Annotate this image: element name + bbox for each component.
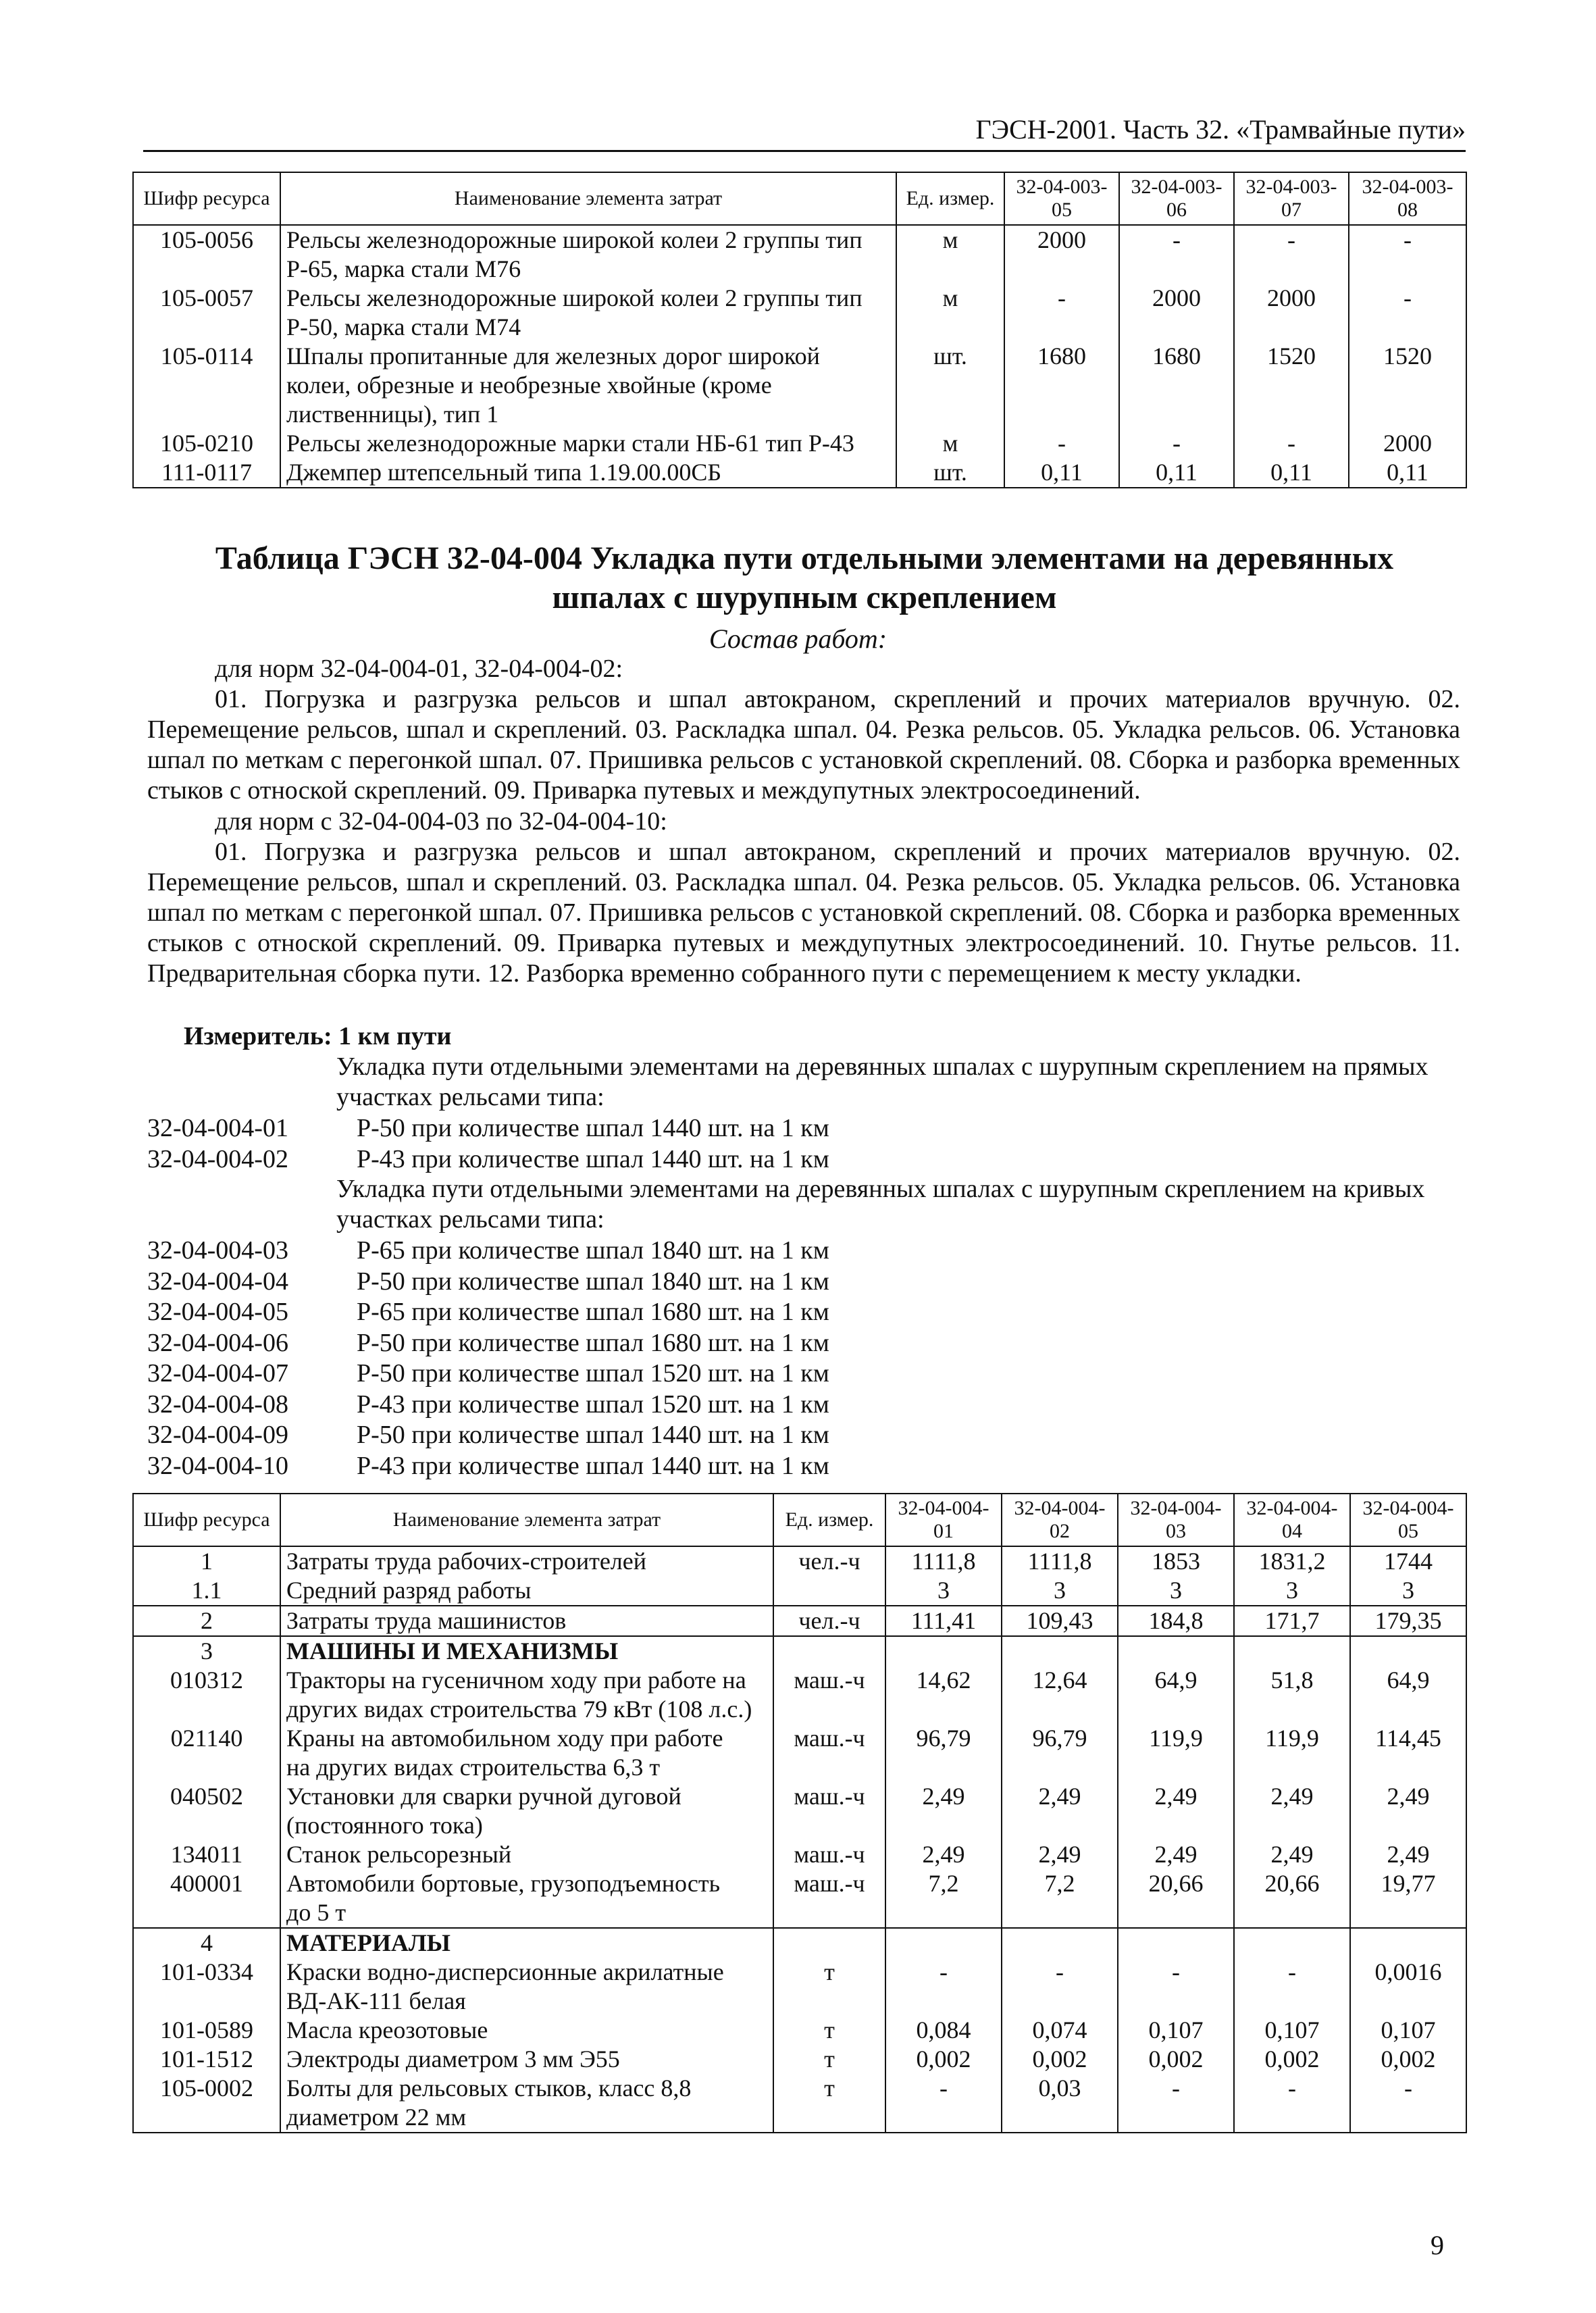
value-cell: 0,074: [1002, 2016, 1118, 2045]
value-cell: 96,79: [1002, 1724, 1118, 1782]
unit: [773, 1636, 885, 1666]
resource-name: Затраты труда рабочих-строителей: [280, 1546, 773, 1576]
norm-item: [147, 1328, 829, 1359]
value-cell: 64,9: [1118, 1666, 1234, 1724]
value-cell: [885, 1636, 1002, 1666]
unit: [773, 1576, 885, 1606]
value-cell: 2000: [1349, 429, 1466, 458]
value-cell: 14,62: [885, 1666, 1002, 1724]
norm-item: [147, 1144, 829, 1175]
resource-code: 040502: [133, 1782, 280, 1840]
unit: м: [896, 284, 1004, 342]
column-header: Ед. измер.: [896, 172, 1004, 225]
norms-b-label: для норм с 32-04-004-03 по 32-04-004-10:: [215, 807, 667, 836]
value-cell: [1002, 1636, 1118, 1666]
resource-name: МАТЕРИАЛЫ: [280, 1928, 773, 1958]
value-cell: 109,43: [1002, 1606, 1118, 1636]
table-row: [133, 1840, 1466, 1869]
norm-description: Р-43 при количестве шпал 1440 шт. на 1 км: [357, 1144, 829, 1173]
norms-b-text: 01. Погрузка и разгрузка рельсов и шпал автокраном, скреплений и прочих материалов вручную. 02. Перемещение рельсов, шпал и скреплений. 03. Раскладка шпал. 04. Резка рельсов. 05. Укладка рельсов. 06. Установка шпал по меткам с перегонкой шпал. 07. Пришивка рельсов с установкой скреплений. 08. Сборка и разборка временных стыков с отноской скреплений. 09. Приварка путевых и междупутных электросоединений. 10. Гнутье рельсов. 11. Предварительная сборка пути. 12. Разборка временно собранного пути с перемещением к месту укладки.: [147, 838, 1460, 988]
value-cell: [1234, 1928, 1350, 1958]
table-title-line-2: шпалах с шурупным скреплением: [552, 580, 1057, 615]
table-row: [133, 1928, 1466, 1958]
value-cell: [1118, 1636, 1234, 1666]
value-cell: 12,64: [1002, 1666, 1118, 1724]
resource-table-004: [132, 1493, 1467, 2133]
resource-name: Болты для рельсовых стыков, класс 8,8 диаметром 22 мм: [280, 2074, 773, 2133]
value-cell: -: [1234, 2074, 1350, 2133]
column-header: 32-04-004-02: [1002, 1494, 1118, 1546]
norm-description: Р-50 при количестве шпал 1680 шт. на 1 км: [357, 1328, 829, 1357]
resource-name: Электроды диаметром 3 мм Э55: [280, 2045, 773, 2074]
table-row: [133, 1546, 1466, 1576]
value-cell: 3: [1350, 1576, 1466, 1606]
value-cell: 2,49: [1350, 1840, 1466, 1869]
table-row: [133, 2016, 1466, 2045]
value-cell: [1234, 1636, 1350, 1666]
value-cell: [1350, 1636, 1466, 1666]
table-row: [133, 1576, 1466, 1606]
table-row: [133, 1724, 1466, 1782]
resource-name: Краски водно-дисперсионные акрилатные ВД-АК-111 белая: [280, 1958, 773, 2016]
table-row: [133, 429, 1466, 458]
curve-section-heading: Укладка пути отдельными элементами на деревянных шпалах с шурупным скреплением на кривых участках рельсами типа:: [336, 1175, 1425, 1234]
value-cell: 2,49: [885, 1782, 1002, 1840]
value-cell: 1744: [1350, 1546, 1466, 1576]
unit: маш.-ч: [773, 1666, 885, 1724]
value-cell: [1118, 1928, 1234, 1958]
unit: маш.-ч: [773, 1869, 885, 1928]
value-cell: -: [1118, 2074, 1234, 2133]
table-row: [133, 342, 1466, 429]
unit: маш.-ч: [773, 1724, 885, 1782]
value-cell: -: [1349, 284, 1466, 342]
norm-code: 32-04-004-05: [147, 1298, 288, 1326]
norm-code: 32-04-004-07: [147, 1359, 288, 1388]
straight-norm-list: [147, 1113, 829, 1175]
resource-name: Рельсы железнодорожные широкой колеи 2 группы тип Р-65, марка стали М76: [280, 225, 896, 284]
resource-code: 101-1512: [133, 2045, 280, 2074]
column-header: Шифр ресурса: [133, 1494, 280, 1546]
table-row: [133, 2074, 1466, 2133]
value-cell: 2,49: [1002, 1782, 1118, 1840]
norm-code: 32-04-004-10: [147, 1451, 288, 1480]
value-cell: 0,11: [1119, 458, 1234, 488]
norm-item: [147, 1420, 829, 1451]
table-row: [133, 1782, 1466, 1840]
resource-code: 3: [133, 1636, 280, 1666]
value-cell: 96,79: [885, 1724, 1002, 1782]
value-cell: 0,002: [885, 2045, 1002, 2074]
resource-name: МАШИНЫ И МЕХАНИЗМЫ: [280, 1636, 773, 1666]
value-cell: 0,002: [1002, 2045, 1118, 2074]
norm-description: Р-50 при количестве шпал 1440 шт. на 1 км: [357, 1421, 829, 1449]
resource-code: 2: [133, 1606, 280, 1636]
resource-code: 105-0002: [133, 2074, 280, 2133]
norm-item: [147, 1297, 829, 1328]
value-cell: 2000: [1004, 225, 1119, 284]
value-cell: 179,35: [1350, 1606, 1466, 1636]
norms-a-text: 01. Погрузка и разгрузка рельсов и шпал автокраном, скреплений и прочих материалов вручную. 02. Перемещение рельсов, шпал и скреплений. 03. Раскладка шпал. 04. Резка рельсов. 05. Укладка рельсов. 06. Установка шпал по меткам с перегонкой шпал. 07. Пришивка рельсов с установкой скреплений. 08. Сборка и разборка временных стыков с отноской скреплений. 09. Приварка путевых и междупутных электросоединений.: [147, 685, 1460, 805]
norm-code: 32-04-004-08: [147, 1390, 288, 1419]
column-header: 32-04-003-05: [1004, 172, 1119, 225]
column-header: 32-04-003-06: [1119, 172, 1234, 225]
value-cell: 3: [1234, 1576, 1350, 1606]
value-cell: 1831,2: [1234, 1546, 1350, 1576]
value-cell: 2,49: [1234, 1840, 1350, 1869]
norm-description: Р-50 при количестве шпал 1440 шт. на 1 км: [357, 1114, 829, 1142]
table-title-line-1: Таблица ГЭСН 32-04-004 Укладка пути отдельными элементами на деревянных: [215, 540, 1394, 576]
value-cell: [1350, 1928, 1466, 1958]
resource-code: 105-0114: [133, 342, 280, 429]
table-row: [133, 1869, 1466, 1928]
value-cell: -: [1119, 225, 1234, 284]
curve-norm-list: [147, 1236, 829, 1481]
resource-name: Джемпер штепсельный типа 1.19.00.00СБ: [280, 458, 896, 488]
resource-code: 101-0334: [133, 1958, 280, 2016]
value-cell: 1680: [1119, 342, 1234, 429]
table-row: [133, 1666, 1466, 1724]
value-cell: 7,2: [1002, 1869, 1118, 1928]
resource-name: Средний разряд работы: [280, 1576, 773, 1606]
norm-code: 32-04-004-04: [147, 1267, 288, 1296]
unit: [773, 1928, 885, 1958]
resource-code: 105-0210: [133, 429, 280, 458]
resource-code: 1.1: [133, 1576, 280, 1606]
value-cell: 51,8: [1234, 1666, 1350, 1724]
resource-name: Рельсы железнодорожные марки стали НБ-61 тип Р-43: [280, 429, 896, 458]
resource-code: 111-0117: [133, 458, 280, 488]
norms-a-label: для норм 32-04-004-01, 32-04-004-02:: [215, 655, 623, 683]
column-header: Наименование элемента затрат: [280, 1494, 773, 1546]
page-number: 9: [1431, 2230, 1444, 2260]
value-cell: 2000: [1119, 284, 1234, 342]
value-cell: 1853: [1118, 1546, 1234, 1576]
value-cell: 3: [885, 1576, 1002, 1606]
value-cell: 2000: [1234, 284, 1349, 342]
value-cell: 119,9: [1118, 1724, 1234, 1782]
resource-name: Шпалы пропитанные для железных дорог широкой колеи, обрезные и необрезные хвойные (кроме лиственницы), тип 1: [280, 342, 896, 429]
value-cell: 0,03: [1002, 2074, 1118, 2133]
value-cell: -: [1002, 1958, 1118, 2016]
value-cell: 0,002: [1350, 2045, 1466, 2074]
value-cell: 1111,8: [885, 1546, 1002, 1576]
resource-name: Станок рельсорезный: [280, 1840, 773, 1869]
column-header: 32-04-004-04: [1234, 1494, 1350, 1546]
value-cell: -: [1004, 284, 1119, 342]
table-title: [143, 539, 1466, 617]
value-cell: 0,0016: [1350, 1958, 1466, 2016]
table-row: [133, 2045, 1466, 2074]
value-cell: -: [1234, 1958, 1350, 2016]
resource-code: 400001: [133, 1869, 280, 1928]
table-row: [133, 225, 1466, 284]
value-cell: 0,11: [1349, 458, 1466, 488]
column-header: 32-04-004-05: [1350, 1494, 1466, 1546]
norm-description: Р-50 при количестве шпал 1840 шт. на 1 км: [357, 1267, 829, 1296]
resource-table-003: [132, 172, 1467, 488]
value-cell: 2,49: [1002, 1840, 1118, 1869]
value-cell: -: [1004, 429, 1119, 458]
column-header: Ед. измер.: [773, 1494, 885, 1546]
column-header: Наименование элемента затрат: [280, 172, 896, 225]
value-cell: 1520: [1234, 342, 1349, 429]
running-header: ГЭСН-2001. Часть 32. «Трамвайные пути»: [143, 113, 1466, 152]
norm-item: [147, 1267, 829, 1298]
value-cell: 0,084: [885, 2016, 1002, 2045]
value-cell: 20,66: [1118, 1869, 1234, 1928]
value-cell: 1520: [1349, 342, 1466, 429]
resource-name: Краны на автомобильном ходу при работе на других видах строительства 6,3 т: [280, 1724, 773, 1782]
norm-item: [147, 1390, 829, 1421]
resource-code: 105-0056: [133, 225, 280, 284]
norm-item: [147, 1451, 829, 1482]
value-cell: -: [885, 1958, 1002, 2016]
resource-code: 101-0589: [133, 2016, 280, 2045]
unit: т: [773, 2045, 885, 2074]
column-header: 32-04-004-03: [1118, 1494, 1234, 1546]
value-cell: 7,2: [885, 1869, 1002, 1928]
value-cell: -: [1234, 225, 1349, 284]
unit: т: [773, 2074, 885, 2133]
table-row: [133, 1606, 1466, 1636]
value-cell: 1111,8: [1002, 1546, 1118, 1576]
value-cell: 114,45: [1350, 1724, 1466, 1782]
unit: м: [896, 429, 1004, 458]
value-cell: 2,49: [1234, 1782, 1350, 1840]
value-cell: 2,49: [1118, 1840, 1234, 1869]
value-cell: 3: [1118, 1576, 1234, 1606]
resource-name: Тракторы на гусеничном ходу при работе на других видах строительства 79 кВт (108 л.с.): [280, 1666, 773, 1724]
value-cell: 0,002: [1118, 2045, 1234, 2074]
value-cell: 0,107: [1118, 2016, 1234, 2045]
norm-code: 32-04-004-09: [147, 1421, 288, 1449]
value-cell: -: [1350, 2074, 1466, 2133]
resource-code: 010312: [133, 1666, 280, 1724]
resource-code: 1: [133, 1546, 280, 1576]
column-header: 32-04-003-08: [1349, 172, 1466, 225]
value-cell: 0,107: [1350, 2016, 1466, 2045]
value-cell: 2,49: [885, 1840, 1002, 1869]
norm-item: [147, 1358, 829, 1390]
resource-code: 021140: [133, 1724, 280, 1782]
measure-unit: Измеритель: 1 км пути: [184, 1022, 452, 1050]
work-composition-heading: Состав работ:: [709, 624, 887, 654]
norm-description: Р-43 при количестве шпал 1520 шт. на 1 км: [357, 1390, 829, 1419]
resource-code: 134011: [133, 1840, 280, 1869]
value-cell: 0,107: [1234, 2016, 1350, 2045]
unit: т: [773, 1958, 885, 2016]
value-cell: 0,11: [1004, 458, 1119, 488]
norm-item: [147, 1236, 829, 1267]
unit: шт.: [896, 342, 1004, 429]
value-cell: -: [1234, 429, 1349, 458]
norm-code: 32-04-004-06: [147, 1328, 288, 1357]
value-cell: 111,41: [885, 1606, 1002, 1636]
value-cell: [1002, 1928, 1118, 1958]
unit: чел.-ч: [773, 1606, 885, 1636]
value-cell: 171,7: [1234, 1606, 1350, 1636]
resource-code: 105-0057: [133, 284, 280, 342]
column-header: 32-04-004-01: [885, 1494, 1002, 1546]
value-cell: 2,49: [1350, 1782, 1466, 1840]
table-row: [133, 1958, 1466, 2016]
norm-description: Р-65 при количестве шпал 1680 шт. на 1 км: [357, 1298, 829, 1326]
value-cell: 184,8: [1118, 1606, 1234, 1636]
table-row: [133, 458, 1466, 488]
resource-name: Затраты труда машинистов: [280, 1606, 773, 1636]
norm-description: Р-50 при количестве шпал 1520 шт. на 1 км: [357, 1359, 829, 1388]
value-cell: -: [1349, 225, 1466, 284]
resource-name: Масла креозотовые: [280, 2016, 773, 2045]
value-cell: 0,11: [1234, 458, 1349, 488]
value-cell: 20,66: [1234, 1869, 1350, 1928]
column-header: 32-04-003-07: [1234, 172, 1349, 225]
norm-code: 32-04-004-03: [147, 1236, 288, 1265]
norm-item: [147, 1113, 829, 1144]
value-cell: [885, 1928, 1002, 1958]
straight-section-heading: Укладка пути отдельными элементами на деревянных шпалах с шурупным скреплением на прямых участках рельсами типа:: [336, 1052, 1428, 1111]
value-cell: 119,9: [1234, 1724, 1350, 1782]
value-cell: -: [1118, 1958, 1234, 2016]
value-cell: 19,77: [1350, 1869, 1466, 1928]
resource-name: Установки для сварки ручной дуговой (постоянного тока): [280, 1782, 773, 1840]
unit: чел.-ч: [773, 1546, 885, 1576]
unit: т: [773, 2016, 885, 2045]
unit: шт.: [896, 458, 1004, 488]
table-row: [133, 284, 1466, 342]
value-cell: 2,49: [1118, 1782, 1234, 1840]
table-row: [133, 1636, 1466, 1666]
norm-code: 32-04-004-01: [147, 1114, 288, 1142]
resource-name: Рельсы железнодорожные широкой колеи 2 группы тип Р-50, марка стали М74: [280, 284, 896, 342]
resource-code: 4: [133, 1928, 280, 1958]
column-header: Шифр ресурса: [133, 172, 280, 225]
unit: маш.-ч: [773, 1782, 885, 1840]
norm-description: Р-65 при количестве шпал 1840 шт. на 1 км: [357, 1236, 829, 1265]
value-cell: 0,002: [1234, 2045, 1350, 2074]
norm-code: 32-04-004-02: [147, 1144, 288, 1173]
value-cell: 64,9: [1350, 1666, 1466, 1724]
resource-name: Автомобили бортовые, грузоподъемность до 5 т: [280, 1869, 773, 1928]
value-cell: 3: [1002, 1576, 1118, 1606]
value-cell: -: [885, 2074, 1002, 2133]
value-cell: 1680: [1004, 342, 1119, 429]
norm-description: Р-43 при количестве шпал 1440 шт. на 1 км: [357, 1451, 829, 1480]
unit: м: [896, 225, 1004, 284]
unit: маш.-ч: [773, 1840, 885, 1869]
value-cell: -: [1119, 429, 1234, 458]
